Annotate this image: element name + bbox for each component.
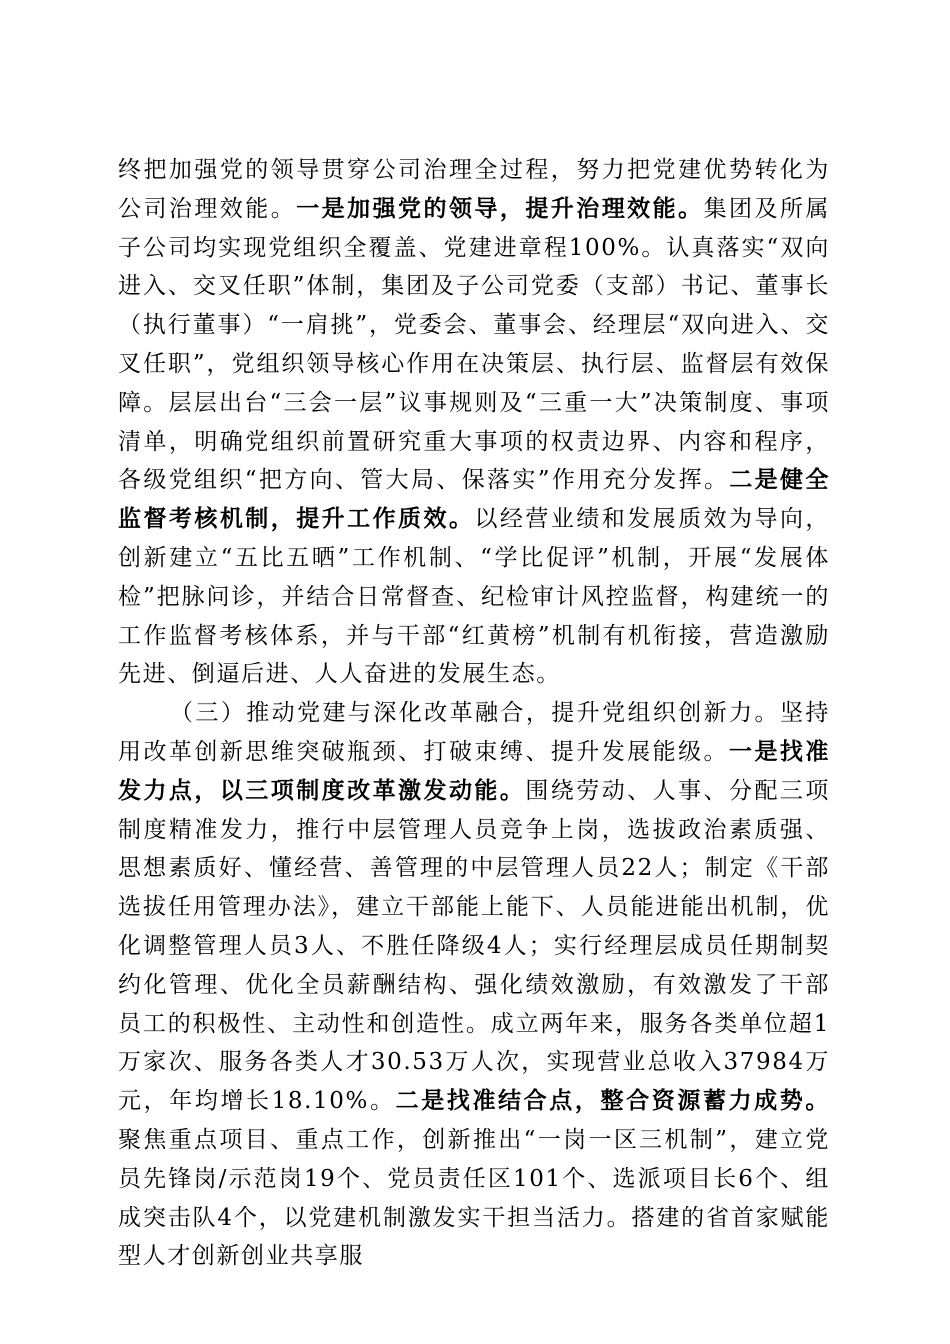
p2-sentence-2: 围绕劳动、人事、分配三项制度精准发力，推行中层管理人员竞争上岗，选拔政治素质强、思想素质好、懂经营、善管理的中层管理人员22人；制定《干部选拔任用管理办法》，建立干部能上能下、人员能进能出机制，优化调整管理人员3人、不胜任降级4人；实行经理层成员任期制契约化管理、优化全员薪酬结构、强化绩效激励，有效激发了干部员工的积极性、主动性和创造性。成立两年来，服务各类单位超1万家次、服务各类人才30.53万人次，实现营业总收入37984万元，年均增长18.10%。	[118, 777, 830, 1115]
p2-sentence-3: 聚焦重点项目、重点工作，创新推出“一岗一区三机制”，建立党员先锋岗/示范岗19个、党员责任区101个、选派项目长6个、组成突击队4个，以党建机制激发实干担当活力。搭建的省首家赋能型人才创新创业共享服	[118, 1126, 830, 1270]
p1-bold-heading-1: 一是加强党的领导，提升治理效能。	[296, 194, 704, 222]
document-body	[118, 151, 830, 1276]
paragraph-reform	[118, 694, 830, 1276]
p1-sentence-1: 终把加强党的领导贯穿公司治理全过程，努力把党建优势转化为公司治理效能。	[118, 157, 830, 222]
paragraph-governance	[118, 151, 830, 694]
p1-sentence-3: 以经营业绩和发展质效为导向，创新建立“五比五晒”工作机制、“学比促评”机制，开展“发展体检”把脉问诊，并结合日常督查、纪检审计风控监督，构建统一的工作监督考核体系，并与干部“红黄榜”机制有机衔接，营造激励先进、倒逼后进、人人奋进的发展生态。	[118, 506, 831, 688]
p1-sentence-2: 集团及所属子公司均实现党组织全覆盖、党建进章程100%。认真落实“双向进入、交叉任职”体制，集团及子公司党委（支部）书记、董事长（执行董事）“一肩挑”，党委会、董事会、经理层“双向进入、交叉任职”，党组织领导核心作用在决策层、执行层、监督层有效保障。层层出台“三会一层”议事规则及“三重一大”决策制度、事项清单，明确党组织前置研究重大事项的权责边界、内容和程序，各级党组织“把方向、管大局、保落实”作用充分发挥。	[118, 195, 830, 494]
p2-sentence-1: （三）推动党建与深化改革融合，提升党组织创新力。坚持用改革创新思维突破瓶颈、打破束缚、提升发展能级。	[118, 700, 830, 765]
p1-bold-heading-2: 二是健全监督考核机制，提升工作质效。	[118, 466, 830, 533]
p2-bold-heading-1: 一是找准发力点，以三项制度改革激发动能。	[118, 737, 830, 804]
p2-bold-heading-2: 二是找准结合点，整合资源蓄力成势。	[395, 1087, 831, 1115]
